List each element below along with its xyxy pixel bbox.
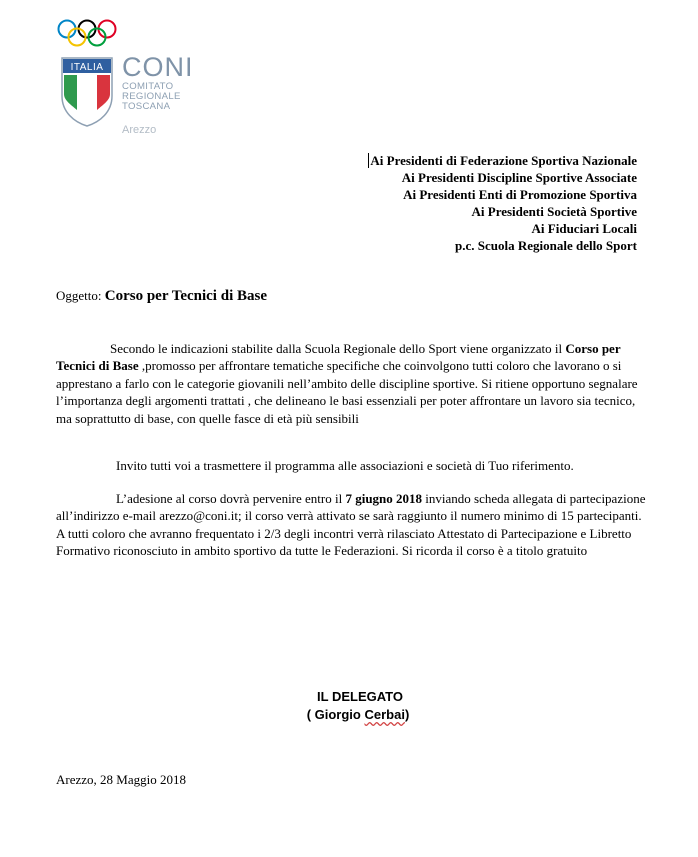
coni-brand-text: CONI bbox=[122, 52, 194, 82]
subject-line bbox=[56, 288, 267, 305]
paragraph-3-after: inviando scheda allegata di partecipazione all’indirizzo e-mail arezzo@coni.it; il corso verrà attivato se sarà raggiunto il numero minimo di 15 partecipanti. A tutti coloro che avranno frequentato i 2/3 degli incontri verrà rilasciato Attestato di Partecipazione e Libretto Formativo riconosciuto in ambito sportivo da tutte le Federazioni. Si ricorda il corso è a titolo gratuito bbox=[56, 491, 646, 559]
italia-label: ITALIA bbox=[70, 62, 104, 73]
deadline-date: 7 giugno 2018 bbox=[345, 491, 423, 506]
subject-label: Oggetto: bbox=[56, 288, 102, 303]
coni-logo bbox=[56, 18, 196, 140]
recipient-line: Ai Presidenti Discipline Sportive Associate bbox=[401, 170, 637, 186]
signature-surname: Cerbai bbox=[364, 707, 405, 722]
logo-city: Arezzo bbox=[122, 124, 157, 136]
recipient-line: Ai Presidenti Società Sportive bbox=[471, 204, 637, 220]
place-date: Arezzo, 28 Maggio 2018 bbox=[56, 772, 186, 787]
recipients-block bbox=[217, 152, 637, 255]
paragraph-1-intro: Secondo le indicazioni stabilite dalla Scuola Regionale dello Sport viene organizzato il bbox=[110, 341, 563, 356]
paragraph-1-rest: ,promosso per affrontare tematiche specifiche che coinvolgono tutti coloro che lavorano o si apprestano a farlo con le categorie giovanili nell’ambito delle discipline sportive. Si ritiene opportuno segnalare l’importanza degli argomenti trattati , che delineano le basi essenziali per poter affrontare un lavoro sia tecnico, ma soprattutto di base, con quelle fasce di età più sensibili bbox=[56, 358, 638, 426]
coni-subtitle-line-1: COMITATO bbox=[122, 81, 174, 92]
course-name: Corso per Tecnici di Base bbox=[56, 341, 621, 374]
recipient-line: p.c. Scuola Regionale dello Sport bbox=[454, 238, 637, 254]
recipient-line: Ai Presidenti Enti di Promozione Sportiva bbox=[403, 187, 637, 203]
paragraph-2 bbox=[56, 457, 646, 474]
coni-subtitle-line-3: TOSCANA bbox=[122, 101, 171, 112]
recipient-line: Ai Fiduciari Locali bbox=[531, 221, 637, 237]
coni-subtitle-line-2: REGIONALE bbox=[122, 91, 181, 102]
italia-shield-icon bbox=[60, 56, 114, 128]
recipient-line: Ai Presidenti di Federazione Sportiva Nazionale bbox=[370, 153, 637, 168]
signature-name: ( Giorgio Cerbai) bbox=[306, 707, 410, 722]
paragraph-1 bbox=[56, 340, 646, 427]
paragraph-3-before: L’adesione al corso dovrà pervenire entro il bbox=[116, 491, 346, 506]
olympic-rings-icon bbox=[56, 18, 118, 48]
subject-text: Corso per Tecnici di Base bbox=[104, 288, 267, 304]
paragraph-3 bbox=[56, 490, 646, 560]
signature-title: IL DELEGATO bbox=[317, 689, 403, 704]
paragraph-2-text: Invito tutti voi a trasmettere il programma alle associazioni e società di Tuo riferimento. bbox=[116, 458, 574, 473]
